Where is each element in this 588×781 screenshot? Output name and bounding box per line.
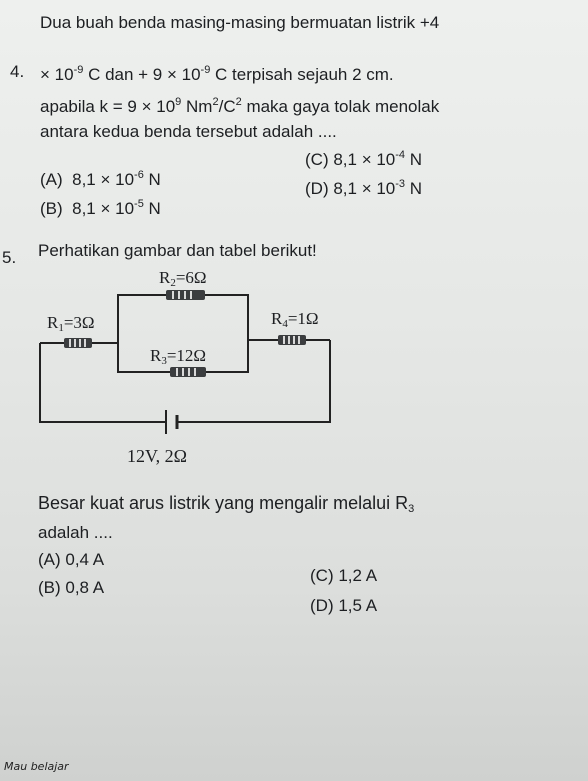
- q4-line4: antara kedua benda tersebut adalah ....: [40, 122, 337, 141]
- label-r1: R1=3Ω: [47, 313, 95, 334]
- label-r3: R3=12Ω: [150, 346, 207, 367]
- q5-option-c: (C) 1,2 A: [310, 566, 378, 585]
- q4-option-d: (D) $8,1 \times 10^{-3}$ N: [305, 178, 423, 198]
- label-r4: R4=1Ω: [271, 309, 319, 330]
- label-battery: 12V, 2Ω: [127, 446, 188, 466]
- q5-number: 5.: [2, 248, 17, 267]
- q4-option-a: (A) $8,1 \times 10^{-6}$ N: [40, 169, 161, 189]
- q4-option-c: (C) $8,1 \times 10^{-4}$ N: [305, 149, 423, 169]
- resistor-r1: [64, 338, 92, 348]
- q4-line1: Dua buah benda masing-masing bermuatan listrik +4: [40, 13, 440, 32]
- q5-line2: Besar kuat arus listrik yang mengalir melalui R3: [38, 493, 415, 515]
- footer-handwritten-text: Mau belajar: [4, 760, 69, 773]
- q5-line3: adalah ....: [38, 523, 113, 542]
- q5-line1: Perhatikan gambar dan tabel berikut!: [38, 241, 317, 260]
- q5-option-a: (A) 0,4 A: [38, 550, 105, 569]
- battery-symbol: [166, 410, 177, 434]
- q4-option-b: (B) $8,1 \times 10^{-5}$ N: [40, 198, 161, 218]
- q4-line2: × $10^{-9}$ C dan + $9 \times 10^{-9}$ C terpisah sejauh 2 cm.: [40, 64, 394, 84]
- q5-option-b: (B) 0,8 A: [38, 578, 105, 597]
- resistor-r4: [278, 335, 306, 345]
- q4-line3: apabila $k = 9 \times 10^9$ $Nm^2/C^2$ maka gaya tolak menolak: [40, 96, 440, 116]
- label-r2: R2=6Ω: [159, 268, 207, 289]
- q5-option-d: (D) 1,5 A: [310, 596, 378, 615]
- q4-number: 4.: [10, 62, 25, 81]
